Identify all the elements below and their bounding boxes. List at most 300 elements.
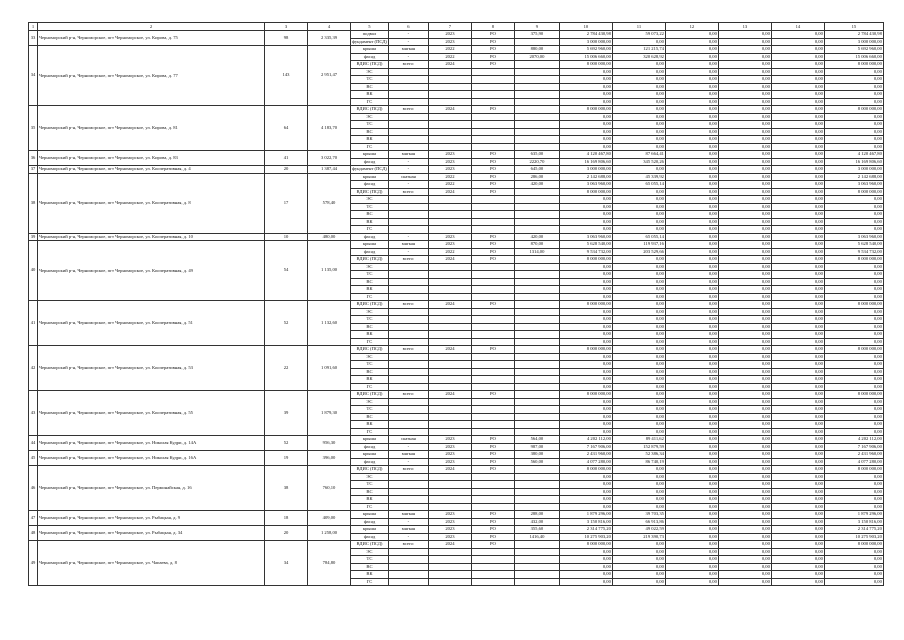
apartments-cell: 52 <box>265 436 308 451</box>
data-cell: 3 063 960,00 <box>824 233 883 241</box>
data-cell: 0,00 <box>718 136 771 144</box>
data-cell: 0,00 <box>665 518 718 526</box>
data-cell: 8 000 000,00 <box>824 391 883 399</box>
area-cell: 578,40 <box>308 173 351 233</box>
data-cell: РО <box>471 256 514 264</box>
data-cell <box>514 361 559 369</box>
row-number-cell: 42 <box>29 346 38 391</box>
data-cell: 564,00 <box>514 436 559 444</box>
data-cell: 0,00 <box>665 98 718 106</box>
data-cell: РО <box>471 466 514 474</box>
data-cell <box>388 503 428 511</box>
data-cell: 0,00 <box>771 458 824 466</box>
data-cell: 288,00 <box>514 511 559 519</box>
data-cell <box>471 263 514 271</box>
data-cell: ВДИС (ПСД) <box>351 188 389 196</box>
data-cell: 0,00 <box>559 473 612 481</box>
data-cell: 0,00 <box>824 413 883 421</box>
data-cell: 0,00 <box>718 458 771 466</box>
data-cell: 0,00 <box>718 368 771 376</box>
data-cell: 0,00 <box>665 61 718 69</box>
data-cell: 8 000 000,00 <box>559 466 612 474</box>
data-cell: 0,00 <box>718 53 771 61</box>
data-cell: 0,00 <box>771 61 824 69</box>
data-cell: 0,00 <box>824 361 883 369</box>
data-cell: 0,00 <box>612 98 665 106</box>
data-cell <box>514 503 559 511</box>
data-cell: 0,00 <box>559 571 612 579</box>
data-cell: 0,00 <box>824 376 883 384</box>
data-cell: 86 740,19 <box>612 458 665 466</box>
data-cell: 0,00 <box>771 53 824 61</box>
data-cell: ЭС <box>351 196 389 204</box>
data-cell: 0,00 <box>824 481 883 489</box>
data-cell: ТС <box>351 203 389 211</box>
data-cell: 5 628 540,00 <box>559 241 612 249</box>
data-cell <box>471 331 514 339</box>
data-cell: ТС <box>351 556 389 564</box>
data-cell: 0,00 <box>559 196 612 204</box>
column-number-cell: 8 <box>471 23 514 31</box>
data-cell <box>514 143 559 151</box>
data-cell: 0,00 <box>824 83 883 91</box>
data-cell: 0,00 <box>612 466 665 474</box>
data-cell: 0,00 <box>718 451 771 459</box>
data-cell: 0,00 <box>718 301 771 309</box>
address-cell: Черноморский р-н, Черноморское, пгт Черноморское, ул. Кирова, д. 75 <box>38 31 265 46</box>
data-cell: мягкая <box>388 151 428 159</box>
data-cell: 0,00 <box>559 383 612 391</box>
data-cell: крыша <box>351 151 389 159</box>
data-cell: 0,00 <box>665 166 718 174</box>
data-cell <box>514 263 559 271</box>
data-cell <box>471 413 514 421</box>
data-cell: - <box>388 181 428 189</box>
data-cell: 0,00 <box>612 91 665 99</box>
data-cell: 0,00 <box>771 488 824 496</box>
data-cell: 2 142 688,00 <box>824 173 883 181</box>
data-cell: 0,00 <box>824 406 883 414</box>
data-cell: 0,00 <box>612 203 665 211</box>
data-cell <box>471 68 514 76</box>
area-cell: 784,80 <box>308 541 351 586</box>
data-cell: 0,00 <box>718 196 771 204</box>
data-cell: 2024 <box>428 256 471 264</box>
data-cell: 8 000 000,00 <box>559 541 612 549</box>
data-cell: 3 063 960,00 <box>824 181 883 189</box>
data-cell <box>388 368 428 376</box>
data-cell: 0,00 <box>718 346 771 354</box>
address-cell: Черноморский р-н, Черноморское, пгт Черноморское, ул. Кооперативная, д. 49 <box>38 241 265 301</box>
data-cell: 0,00 <box>718 338 771 346</box>
data-cell: 0,00 <box>718 98 771 106</box>
data-cell: фасад <box>351 233 389 241</box>
data-cell: 0,00 <box>771 571 824 579</box>
data-cell: 0,00 <box>612 68 665 76</box>
data-cell: - <box>388 233 428 241</box>
data-cell: 0,00 <box>665 286 718 294</box>
data-cell: 0,00 <box>665 136 718 144</box>
data-cell: 0,00 <box>559 218 612 226</box>
data-cell <box>388 428 428 436</box>
data-cell: 52 386,34 <box>612 451 665 459</box>
data-cell: 0,00 <box>612 218 665 226</box>
data-cell: 0,00 <box>718 271 771 279</box>
data-cell: ТС <box>351 76 389 84</box>
data-cell: 0,00 <box>718 241 771 249</box>
data-cell: всего: <box>388 301 428 309</box>
data-cell: 0,00 <box>824 203 883 211</box>
data-cell: ЭС <box>351 548 389 556</box>
data-cell: ЭС <box>351 308 389 316</box>
data-cell <box>388 413 428 421</box>
data-cell: ВДИС (ПСД) <box>351 106 389 114</box>
data-cell: 2022 <box>428 248 471 256</box>
data-cell: 0,00 <box>718 121 771 129</box>
data-cell <box>471 218 514 226</box>
column-number-cell: 14 <box>771 23 824 31</box>
data-cell <box>471 128 514 136</box>
data-cell: 0,00 <box>559 331 612 339</box>
data-cell: РО <box>471 458 514 466</box>
data-cell: 0,00 <box>771 38 824 46</box>
data-cell <box>428 338 471 346</box>
data-cell <box>428 331 471 339</box>
data-cell: ВС <box>351 211 389 219</box>
data-cell: 3 000 000,00 <box>824 166 883 174</box>
data-cell: 320 628,92 <box>612 53 665 61</box>
data-cell: 0,00 <box>824 398 883 406</box>
table-row <box>29 233 884 241</box>
data-cell: 0,00 <box>718 383 771 391</box>
data-cell <box>428 571 471 579</box>
area-cell: 2 335,39 <box>308 31 351 46</box>
data-cell: всего: <box>388 106 428 114</box>
data-cell: 0,00 <box>771 233 824 241</box>
data-cell: 59 073,22 <box>612 31 665 39</box>
data-cell <box>428 91 471 99</box>
data-cell <box>514 428 559 436</box>
data-cell: РО <box>471 346 514 354</box>
data-cell <box>388 331 428 339</box>
data-cell: 2023 <box>428 526 471 534</box>
data-cell: 0,00 <box>612 211 665 219</box>
data-cell: 2024 <box>428 466 471 474</box>
area-cell: 409,00 <box>308 511 351 526</box>
data-cell: 0,00 <box>665 158 718 166</box>
address-cell: Черноморский р-н, Черноморское, пгт Черноморское, ул. Кооперативная, д. 55 <box>38 391 265 436</box>
data-cell: 0,00 <box>559 563 612 571</box>
data-cell <box>388 91 428 99</box>
data-cell: 0,00 <box>665 271 718 279</box>
data-cell: 0,00 <box>665 218 718 226</box>
data-cell <box>388 278 428 286</box>
data-cell: ВДИС (ПСД) <box>351 256 389 264</box>
column-number-cell: 13 <box>718 23 771 31</box>
data-cell: 0,00 <box>771 226 824 234</box>
column-number-cell: 11 <box>612 23 665 31</box>
data-cell: 0,00 <box>612 83 665 91</box>
data-cell: 0,00 <box>612 166 665 174</box>
data-cell: 0,00 <box>771 481 824 489</box>
data-cell: 0,00 <box>559 203 612 211</box>
address-cell: Черноморский р-н, Черноморское, пгт Черноморское, ул. Кооперативная, д. 4 <box>38 166 265 174</box>
data-cell: 0,00 <box>824 76 883 84</box>
data-cell: 0,00 <box>718 38 771 46</box>
data-cell <box>514 323 559 331</box>
column-number-cell: 5 <box>351 23 389 31</box>
data-cell: 0,00 <box>665 526 718 534</box>
data-cell: 65 055,14 <box>612 181 665 189</box>
data-cell: РО <box>471 443 514 451</box>
data-cell: 0,00 <box>612 106 665 114</box>
data-cell: 0,00 <box>612 188 665 196</box>
data-cell: 0,00 <box>665 473 718 481</box>
data-cell: 0,00 <box>824 278 883 286</box>
row-number-cell: 48 <box>29 526 38 541</box>
data-cell: 0,00 <box>612 383 665 391</box>
data-cell: 39 703,35 <box>612 511 665 519</box>
data-cell: 0,00 <box>559 143 612 151</box>
data-cell: 0,00 <box>665 391 718 399</box>
data-cell: фасад <box>351 458 389 466</box>
data-cell <box>514 421 559 429</box>
data-cell: 0,00 <box>718 31 771 39</box>
data-cell: - <box>388 31 428 39</box>
data-cell: РО <box>471 241 514 249</box>
data-cell: 0,00 <box>718 181 771 189</box>
data-cell: 0,00 <box>665 46 718 54</box>
area-cell: 2 951,47 <box>308 46 351 106</box>
data-cell: 0,00 <box>771 188 824 196</box>
data-cell: 2023 <box>428 166 471 174</box>
data-cell: 0,00 <box>824 263 883 271</box>
data-cell: 0,00 <box>612 271 665 279</box>
data-cell: 45 339,92 <box>612 173 665 181</box>
data-cell <box>388 488 428 496</box>
data-cell: - <box>388 518 428 526</box>
data-cell: ГС <box>351 226 389 234</box>
data-cell <box>388 383 428 391</box>
data-cell <box>514 338 559 346</box>
data-cell: ГС <box>351 293 389 301</box>
data-cell: 0,00 <box>771 413 824 421</box>
data-cell: 7 167 906,00 <box>824 443 883 451</box>
data-cell: ЭС <box>351 353 389 361</box>
data-cell: 0,00 <box>612 113 665 121</box>
data-cell: 2022 <box>428 173 471 181</box>
data-cell: 89 411,62 <box>612 436 665 444</box>
area-cell: 480,00 <box>308 233 351 241</box>
data-cell: 0,00 <box>824 128 883 136</box>
data-cell: мягкая <box>388 511 428 519</box>
data-cell: 0,00 <box>665 406 718 414</box>
area-cell: 956,30 <box>308 436 351 451</box>
data-cell <box>471 98 514 106</box>
data-cell <box>388 338 428 346</box>
data-cell <box>388 128 428 136</box>
data-cell: РО <box>471 533 514 541</box>
data-cell: 8 000 000,00 <box>559 301 612 309</box>
data-cell: 645,00 <box>514 166 559 174</box>
data-cell: ТС <box>351 481 389 489</box>
data-cell: 8 000 000,00 <box>824 256 883 264</box>
data-cell <box>471 481 514 489</box>
data-cell: 2023 <box>428 518 471 526</box>
data-cell: 0,00 <box>559 83 612 91</box>
data-cell <box>388 196 428 204</box>
data-cell: 0,00 <box>771 241 824 249</box>
data-cell: 0,00 <box>771 353 824 361</box>
data-cell: РО <box>471 106 514 114</box>
data-cell <box>428 368 471 376</box>
data-cell: 0,00 <box>559 226 612 234</box>
data-cell: 0,00 <box>771 31 824 39</box>
data-cell: 0,00 <box>771 263 824 271</box>
data-cell: ГС <box>351 383 389 391</box>
data-cell <box>514 106 559 114</box>
data-cell <box>514 226 559 234</box>
data-cell: РО <box>471 248 514 256</box>
data-cell <box>428 121 471 129</box>
data-cell: ТС <box>351 361 389 369</box>
data-cell <box>428 68 471 76</box>
data-cell: всего: <box>388 466 428 474</box>
data-cell: 420,00 <box>514 233 559 241</box>
data-cell: скатная <box>388 436 428 444</box>
data-cell <box>514 286 559 294</box>
data-cell: фасад <box>351 158 389 166</box>
data-cell: ВС <box>351 368 389 376</box>
data-cell <box>428 428 471 436</box>
data-cell: подвал <box>351 31 389 39</box>
data-cell: 0,00 <box>665 233 718 241</box>
data-cell: 0,00 <box>771 196 824 204</box>
data-cell <box>428 361 471 369</box>
column-number-cell: 10 <box>559 23 612 31</box>
data-cell: 0,00 <box>824 98 883 106</box>
data-cell: 0,00 <box>771 578 824 586</box>
data-cell <box>388 556 428 564</box>
data-cell: 0,00 <box>665 563 718 571</box>
data-cell: 0,00 <box>771 308 824 316</box>
data-cell: 0,00 <box>718 473 771 481</box>
data-cell: 0,00 <box>612 278 665 286</box>
data-cell <box>388 218 428 226</box>
data-cell: 0,00 <box>771 496 824 504</box>
column-number-cell: 1 <box>29 23 38 31</box>
data-cell: фасад <box>351 248 389 256</box>
data-cell: 0,00 <box>771 91 824 99</box>
data-cell: 0,00 <box>665 196 718 204</box>
data-cell: 2023 <box>428 151 471 159</box>
data-cell: 0,00 <box>718 578 771 586</box>
data-cell: 152 879,59 <box>612 443 665 451</box>
data-cell: всего: <box>388 541 428 549</box>
area-cell: 3 022,70 <box>308 151 351 166</box>
data-cell: ВК <box>351 218 389 226</box>
apartments-cell: 17 <box>265 173 308 233</box>
data-cell: 0,00 <box>612 61 665 69</box>
data-cell <box>388 353 428 361</box>
data-cell: 0,00 <box>718 556 771 564</box>
data-cell: 0,00 <box>771 271 824 279</box>
data-cell: 0,00 <box>718 143 771 151</box>
data-cell: мягкая <box>388 451 428 459</box>
data-cell: РО <box>471 46 514 54</box>
table-row <box>29 241 884 249</box>
data-cell: 8 000 000,00 <box>559 391 612 399</box>
data-cell: 0,00 <box>718 503 771 511</box>
data-cell: - <box>388 158 428 166</box>
data-cell: 0,00 <box>665 368 718 376</box>
data-cell: 380,00 <box>514 451 559 459</box>
data-cell: 0,00 <box>559 76 612 84</box>
data-cell: 3 000 000,00 <box>559 166 612 174</box>
data-cell: 0,00 <box>665 346 718 354</box>
data-cell: 0,00 <box>718 233 771 241</box>
data-cell: 0,00 <box>718 571 771 579</box>
data-cell: 0,00 <box>559 353 612 361</box>
data-cell <box>428 473 471 481</box>
data-cell: 0,00 <box>559 278 612 286</box>
data-cell: 0,00 <box>665 188 718 196</box>
data-cell: 0,00 <box>771 113 824 121</box>
data-cell: 2070,00 <box>514 53 559 61</box>
data-cell: 0,00 <box>665 496 718 504</box>
data-cell: 0,00 <box>718 211 771 219</box>
row-number-cell: 39 <box>29 233 38 241</box>
data-cell <box>471 571 514 579</box>
data-cell: РО <box>471 541 514 549</box>
data-cell: 0,00 <box>718 293 771 301</box>
data-cell <box>514 188 559 196</box>
table-row <box>29 466 884 474</box>
data-cell: скатная <box>388 173 428 181</box>
data-cell: 0,00 <box>718 398 771 406</box>
data-cell: всего: <box>388 188 428 196</box>
data-cell <box>514 256 559 264</box>
data-cell: 8 000 000,00 <box>559 106 612 114</box>
data-cell: 0,00 <box>824 548 883 556</box>
data-cell: мягкая <box>388 46 428 54</box>
data-cell <box>514 293 559 301</box>
data-cell: ЭС <box>351 473 389 481</box>
data-cell: 0,00 <box>718 353 771 361</box>
data-cell: 0,00 <box>665 511 718 519</box>
data-cell: 0,00 <box>771 421 824 429</box>
data-cell: 0,00 <box>612 428 665 436</box>
apartments-cell: 52 <box>265 301 308 346</box>
data-cell: 375,90 <box>514 31 559 39</box>
data-cell <box>471 271 514 279</box>
data-cell: 2 784 430,98 <box>559 31 612 39</box>
data-cell <box>471 548 514 556</box>
data-cell: 2023 <box>428 38 471 46</box>
data-cell <box>428 556 471 564</box>
data-cell: 0,00 <box>771 106 824 114</box>
row-number-cell: 44 <box>29 436 38 451</box>
data-cell: 0,00 <box>559 398 612 406</box>
data-cell: 119 937,16 <box>612 241 665 249</box>
data-cell: 0,00 <box>612 406 665 414</box>
data-cell: 0,00 <box>771 391 824 399</box>
data-cell <box>471 398 514 406</box>
data-cell <box>471 226 514 234</box>
data-cell: 0,00 <box>612 226 665 234</box>
data-cell: 0,00 <box>665 466 718 474</box>
data-cell: 0,00 <box>824 68 883 76</box>
